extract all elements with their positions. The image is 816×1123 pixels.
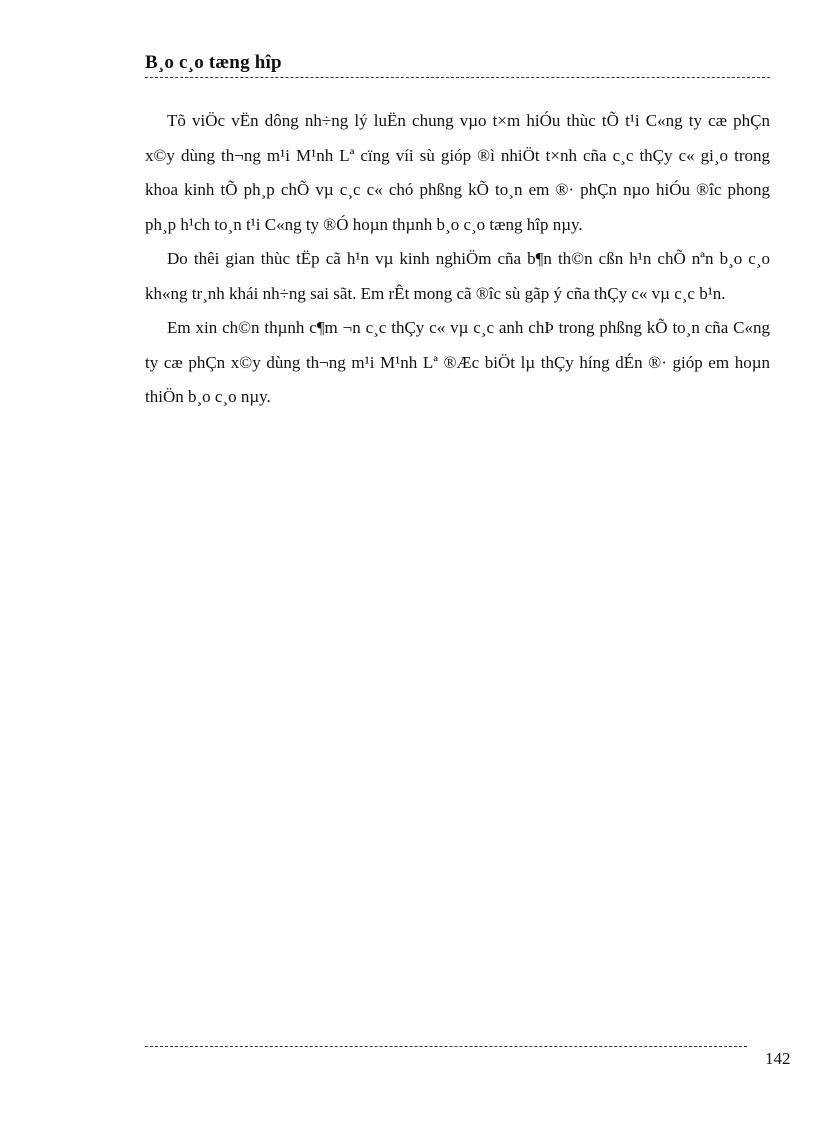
paragraph-2: Do thêi gian thùc tËp cã h¹n vµ kinh nghiÖm cña b¶n th©n cßn h¹n chÕ nªn b¸o c¸o kh«ng tr¸nh khái nh÷ng sai sãt. Em rÊt mong cã ®îc sù gãp ý cña thÇy c« vµ c¸c b¹n.	[145, 249, 770, 303]
paragraph-1: Tõ viÖc vËn dông nh÷ng lý luËn chung vµo t×m hiÓu thùc tÕ t¹i C«ng ty cæ phÇn x©y dùng th¬ng m¹i M¹nh Lª cïng víi sù gióp ®ì nhiÖt t×nh cña c¸c thÇy c« gi¸o trong khoa kinh tÕ ph¸p chÕ vµ c¸c c« chó phßng kÕ to¸n em ®· phÇn nµo hiÓu ®îc phong ph¸p h¹ch to¸n t¹i C«ng ty ®Ó hoµn thµnh b¸o c¸o tæng hîp nµy.	[145, 111, 770, 234]
paragraph-3: Em xin ch©n thµnh c¶m ¬n c¸c thÇy c« vµ c¸c anh chÞ trong phßng kÕ to¸n cña C«ng ty cæ phÇn x©y dùng th¬ng m¹i M¹nh Lª ®Æc biÖt lµ thÇy híng dÉn ®· gióp em hoµn thiÖn b¸o c¸o nµy.	[145, 318, 770, 406]
page-header-title: B¸o c¸o tæng hîp	[145, 52, 282, 73]
document-body	[145, 104, 770, 415]
header-divider	[145, 77, 770, 78]
footer-divider	[145, 1046, 747, 1047]
page-number: 142	[765, 1049, 791, 1068]
